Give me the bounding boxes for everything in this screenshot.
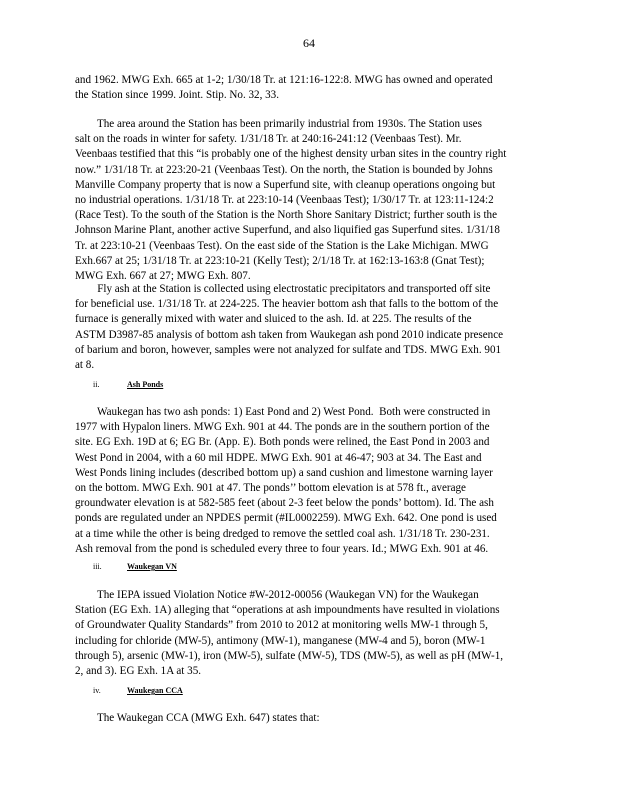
text-line: groundwater elevation is at 582-585 feet (about 2-3 feet below the ponds’ bottom). Id. The ash [75, 497, 494, 510]
text-line: through 5), arsenic (MW-1), iron (MW-5), sulfate (MW-5), TDS (MW-5), as well as pH (MW-1, [75, 649, 504, 662]
text-line: Exh.667 at 25; 1/31/18 Tr. at 223:10-21 (Kelly Test); 2/1/18 Tr. at 162:13-163:8 (Gnat Test); [75, 254, 485, 267]
text-line: Fly ash at the Station is collected using electrostatic precipitators and transported off site [75, 283, 491, 295]
text-line: (Race Test). To the south of the Station is the North Shore Sanitary District; further south is the [75, 209, 497, 222]
paragraph-fly-ash [75, 282, 553, 373]
paragraph-violation-notice [75, 588, 553, 679]
paragraph-site-area [75, 117, 553, 284]
text-line: of Groundwater Quality Standards” from 2010 to 2012 at monitoring wells MW-1 through 5, [75, 619, 488, 632]
text-line: Johnson Marine Plant, another active Superfund, and also liquified gas Superfund sites. 1/31/18 [75, 224, 500, 237]
text-line: The area around the Station has been primarily industrial from 1930s. The Station uses [75, 118, 482, 130]
text-line: Waukegan has two ash ponds: 1) East Pond and 2) West Pond. Both were constructed in [75, 406, 491, 418]
text-line: 2, and 3). EG Exh. 1A at 35. [75, 665, 202, 678]
text-line: ASTM D3987-85 analysis of bottom ash taken from Waukegan ash pond 2010 indicate presence [75, 328, 504, 341]
text-line: West Ponds lining includes (described bottom up) a sand cushion and limestone warning layer [75, 466, 493, 479]
text-line: West Pond in 2004, with a 60 mil HDPE. MWG Exh. 901 at 46-47; 903 at 34. The East and [75, 451, 482, 464]
heading-number: iii. [93, 562, 102, 571]
text-line: the Station since 1999. Joint. Stip. No. 32, 33. [75, 89, 279, 102]
text-line: 1977 with Hypalon liners. MWG Exh. 901 at 44. The ponds are in the southern portion of the [75, 421, 490, 434]
text-line: no industrial operations. 1/31/18 Tr. at 223:10-14 (Veenbaas Test); 1/30/17 Tr. at 123:11-124:2 [75, 194, 494, 207]
heading-title: Ash Ponds [127, 380, 164, 389]
text-line: now.” 1/31/18 Tr. at 223:20-21 (Veenbaas Test). On the north, the Station is bounded by Johns [75, 163, 493, 176]
heading-number: ii. [93, 380, 100, 389]
section-heading-waukegan-cca [93, 686, 183, 695]
text-line: ponds are regulated under an NPDES permit (#IL0002259). MWG Exh. 642. One pond is used [75, 512, 497, 525]
text-line: at 8. [75, 359, 95, 372]
text-line: salt on the roads in winter for safety. 1/31/18 Tr. at 240:16-241:12 (Veenbaas Test). Mr. [75, 133, 462, 146]
text-line: of barium and boron, however, samples were not analyzed for sulfate and TDS. MWG Exh. 901 [75, 343, 502, 356]
text-line: Tr. at 223:10-21 (Veenbaas Test). On the east side of the Station is the Lake Michigan. MWG [75, 239, 489, 252]
text-line: on the bottom. MWG Exh. 901 at 47. The ponds’’ bottom elevation is at 578 ft., average [75, 482, 466, 495]
text-line: The IEPA issued Violation Notice #W-2012-00056 (Waukegan VN) for the Waukegan [75, 589, 479, 601]
text-line: Manville Company property that is now a Superfund site, with cleanup operations ongoing but [75, 178, 496, 191]
text-line: Station (EG Exh. 1A) alleging that “operations at ash impoundments have resulted in violations [75, 604, 500, 617]
section-heading-ash-ponds [93, 380, 163, 389]
text-line: MWG Exh. 667 at 27; MWG Exh. 807. [75, 270, 251, 283]
text-line: Veenbaas testified that this “is probably one of the highest density urban sites in the country right [75, 148, 507, 161]
text-line: Ash removal from the pond is scheduled every three to four years. Id.; MWG Exh. 901 at 46. [75, 542, 489, 555]
text-line: at a time while the other is being dredged to remove the settled coal ash. 1/31/18 Tr. 230-231. [75, 527, 490, 540]
text-line: furnace is generally mixed with water and sluiced to the ash. Id. at 225. The results of the [75, 313, 472, 326]
paragraph-ownership [75, 73, 553, 103]
paragraph-ash-ponds [75, 405, 553, 557]
text-line: site. EG Exh. 19D at 6; EG Br. (App. E). Both ponds were relined, the East Pond in 2003 and [75, 436, 490, 449]
text-line: and 1962. MWG Exh. 665 at 1-2; 1/30/18 Tr. at 121:16-122:8. MWG has owned and operated [75, 74, 493, 86]
page-number: 64 [303, 36, 315, 50]
text-line: including for chloride (MW-5), antimony (MW-1), manganese (MW-4 and 5), boron (MW-1 [75, 634, 486, 647]
paragraph-cca [75, 711, 553, 726]
heading-number: iv. [93, 686, 101, 695]
heading-title: Waukegan VN [127, 562, 177, 571]
heading-title: Waukegan CCA [127, 686, 183, 695]
section-heading-waukegan-vn [93, 562, 177, 571]
text-line: The Waukegan CCA (MWG Exh. 647) states that: [75, 712, 320, 724]
text-line: for beneficial use. 1/31/18 Tr. at 224-225. The heavier bottom ash that falls to the bottom of the [75, 298, 499, 311]
